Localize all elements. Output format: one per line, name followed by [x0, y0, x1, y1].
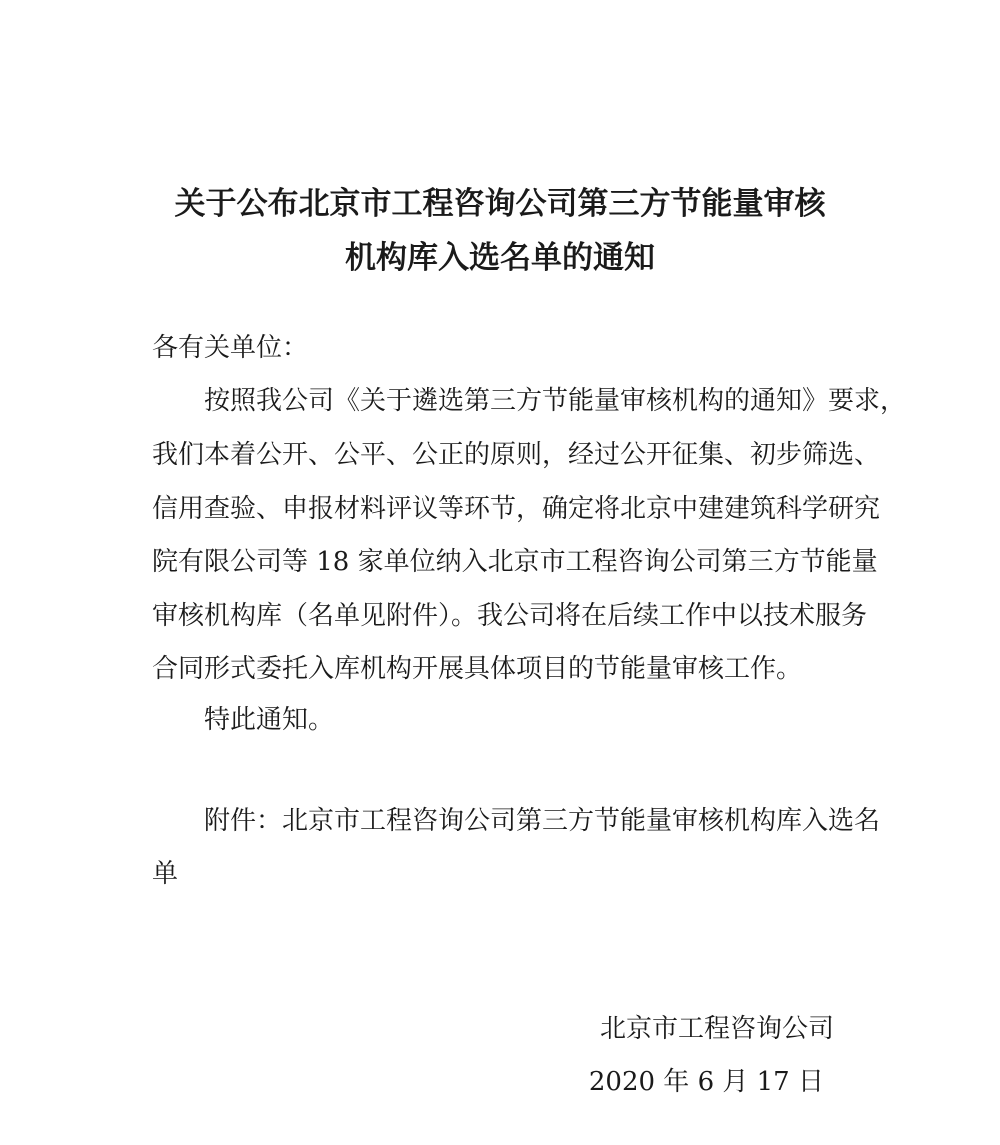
closing-remark: 特此通知。	[204, 705, 335, 735]
attachment-line: 附件：北京市工程咨询公司第三方节能量审核机构库入选名	[204, 806, 881, 836]
attachment-line-continued: 单	[152, 859, 179, 889]
salutation: 各有关单位：	[152, 333, 309, 363]
document-title-line-1: 关于公布北京市工程咨询公司第三方节能量审核	[174, 186, 826, 222]
body-paragraph-line: 合同形式委托入库机构开展具体项目的节能量审核工作。	[152, 654, 803, 684]
signature-organization: 北京市工程咨询公司	[599, 1014, 834, 1044]
document-title-line-2: 机构库入选名单的通知	[345, 240, 655, 276]
body-paragraph-line: 院有限公司等 18 家单位纳入北京市工程咨询公司第三方节能量	[152, 547, 878, 577]
body-paragraph-line: 我们本着公开、公平、公正的原则，经过公开征集、初步筛选、	[152, 440, 881, 470]
signature-date: 2020 年 6 月 17 日	[588, 1067, 824, 1097]
body-paragraph-line: 按照我公司《关于遴选第三方节能量审核机构的通知》要求，	[204, 386, 907, 416]
body-paragraph-line: 信用查验、申报材料评议等环节，确定将北京中建建筑科学研究	[152, 494, 881, 524]
body-paragraph-line: 审核机构库（名单见附件）。我公司将在后续工作中以技术服务	[152, 601, 868, 631]
